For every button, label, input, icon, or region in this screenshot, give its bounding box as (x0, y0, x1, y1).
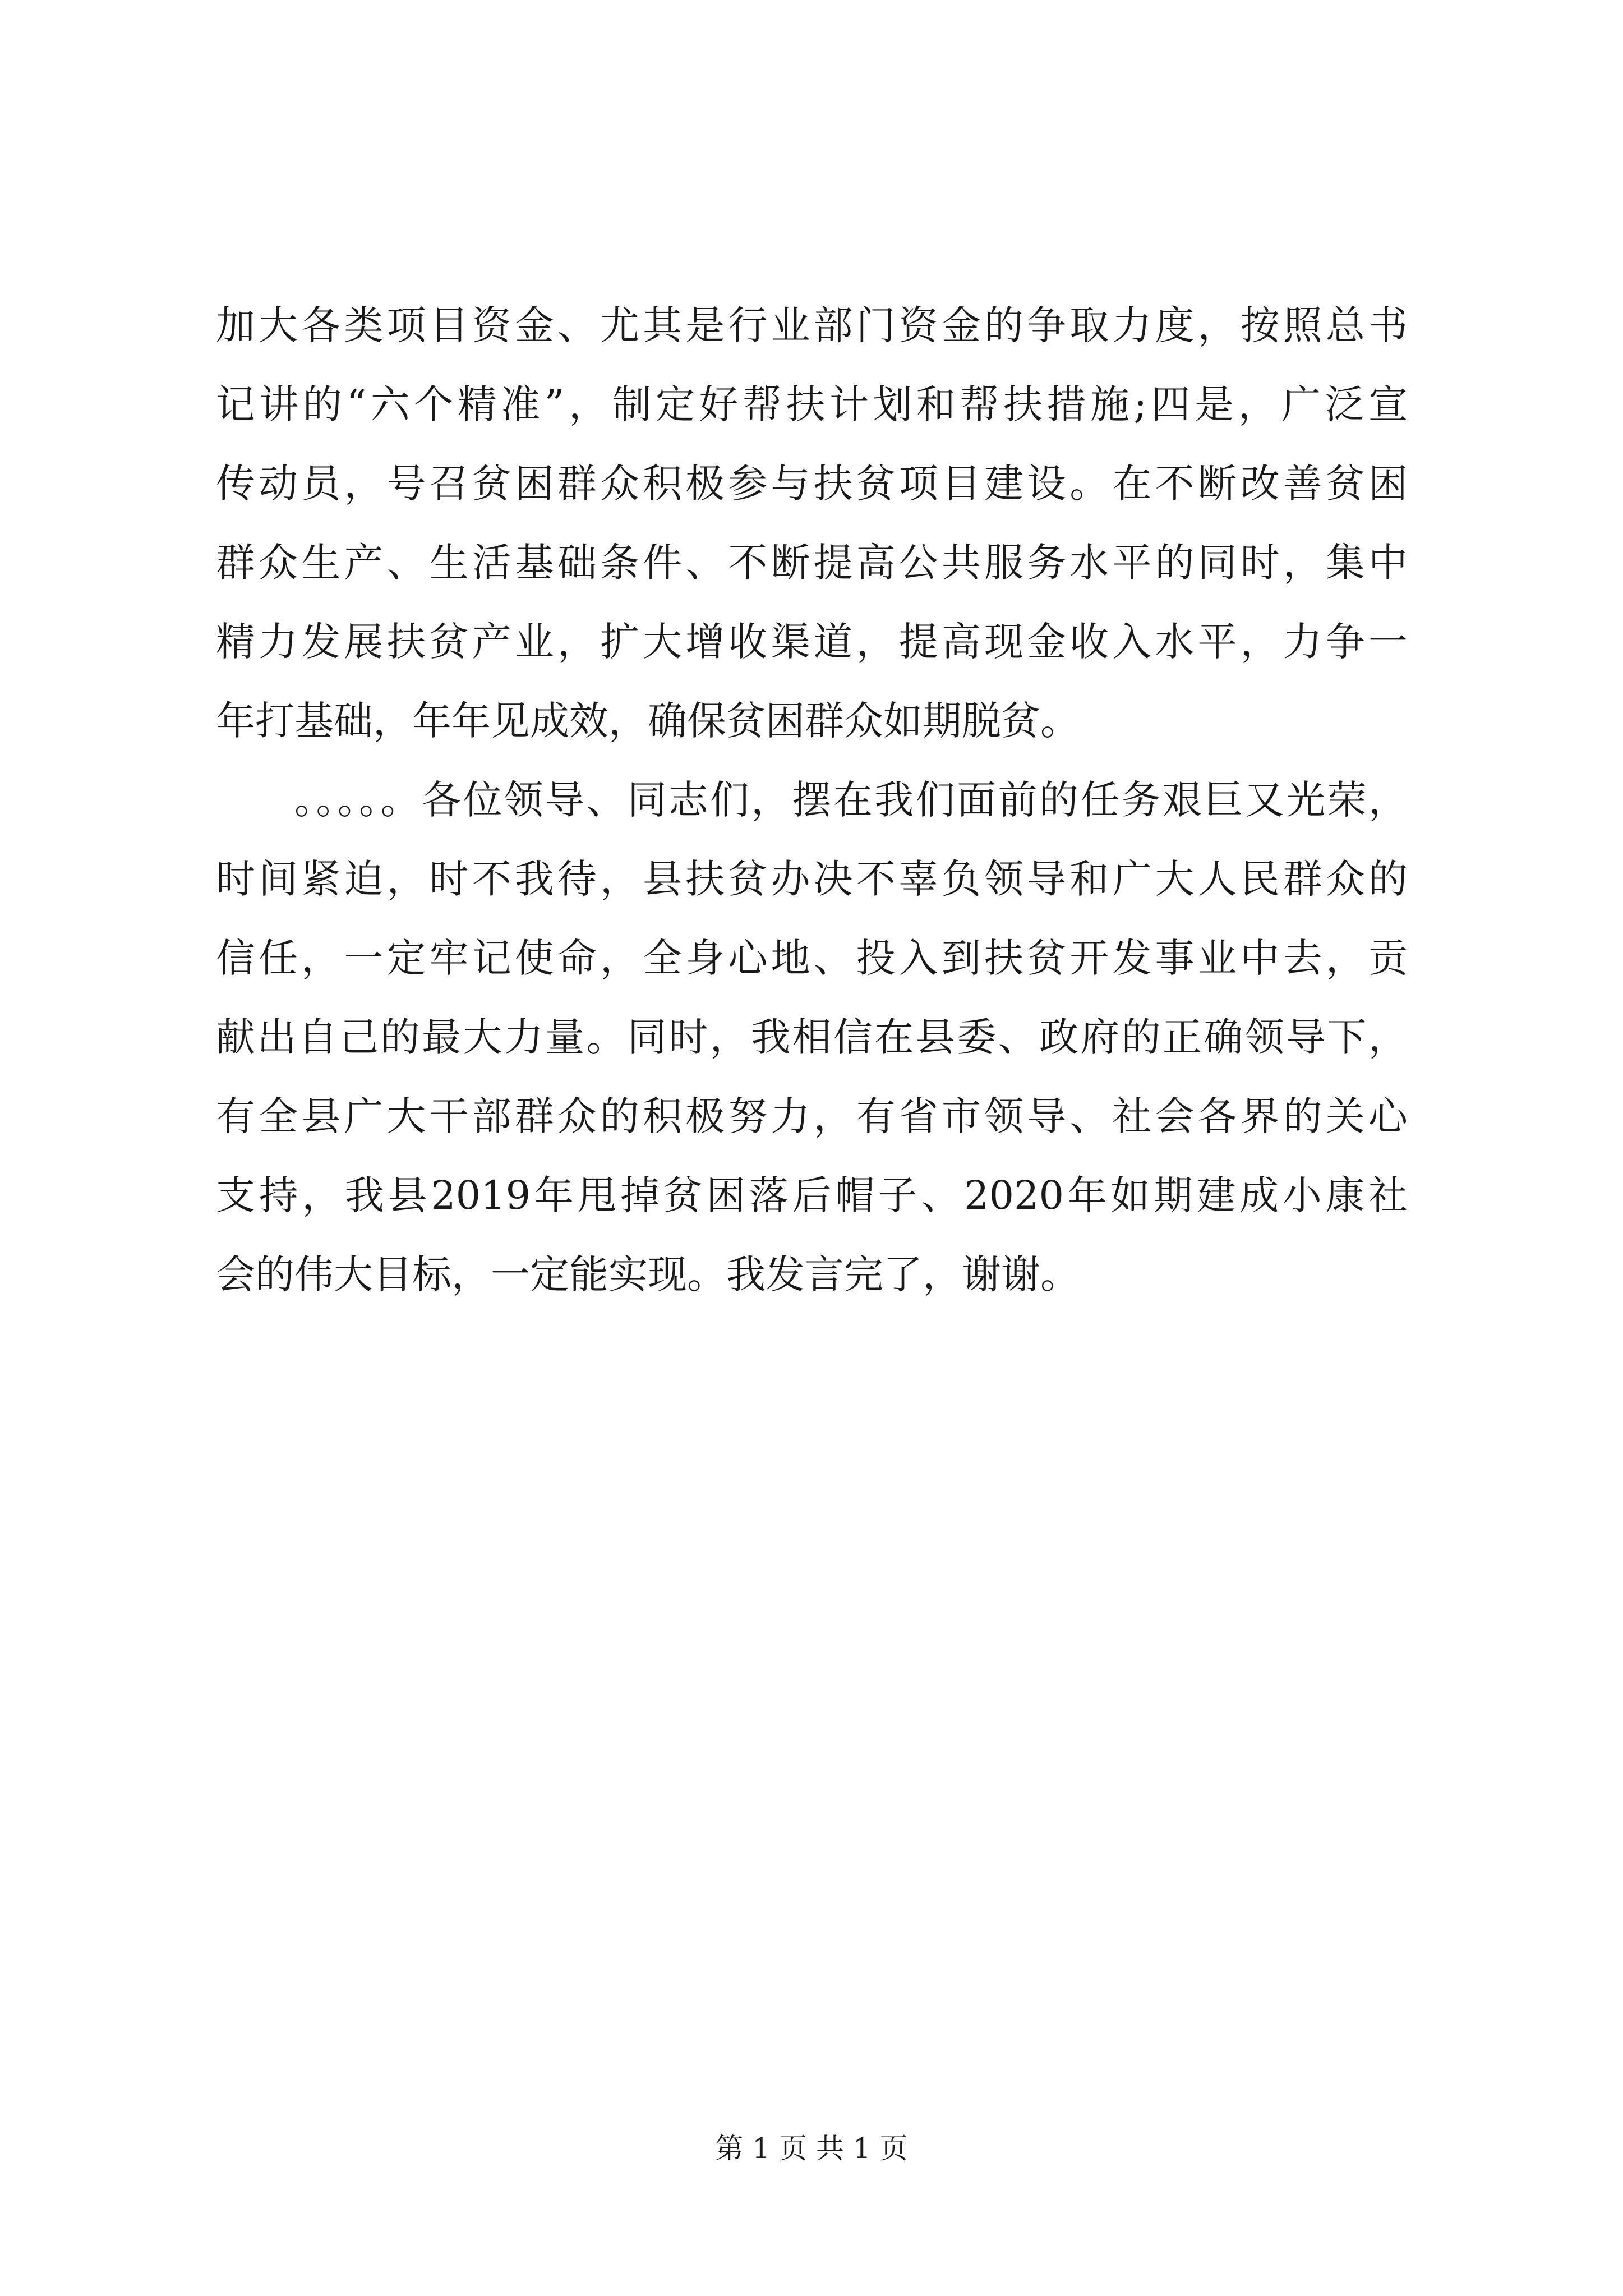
text-line: 支持，我县2019年甩掉贫困落后帽子、2020年如期建成小康社 (216, 1172, 1408, 1218)
page-number-footer: 第 1 页 共 1 页 (715, 2132, 908, 2165)
text-line: 精力发展扶贫产业，扩大增收渠道，提高现金收入水平，力争一 (216, 619, 1408, 665)
text-line: 时间紧迫，时不我待，县扶贫办决不辜负领导和广大人民群众的 (216, 856, 1408, 902)
text-line: 会的伟大目标，一定能实现。我发言完了，谢谢。 (216, 1251, 1080, 1297)
text-line: 记讲的“六个精准”，制定好帮扶计划和帮扶措施;四是，广泛宣 (216, 381, 1408, 427)
text-line: 。。。。。各位领导、同志们，摆在我们面前的任务艰巨又光荣， (294, 777, 1408, 823)
text-line: 有全县广大干部群众的积极努力，有省市领导、社会各界的关心 (216, 1093, 1408, 1139)
body-text (216, 286, 1408, 1314)
text-line: 年打基础，年年见成效，确保贫困群众如期脱贫。 (216, 698, 1080, 744)
text-line: 信任，一定牢记使命，全身心地、投入到扶贫开发事业中去，贡 (216, 935, 1408, 981)
text-line: 献出自己的最大力量。同时，我相信在县委、政府的正确领导下， (216, 1014, 1408, 1060)
text-line: 传动员，号召贫困群众积极参与扶贫项目建设。在不断改善贫困 (216, 461, 1408, 507)
text-line: 群众生产、生活基础条件、不断提高公共服务水平的同时，集中 (216, 540, 1408, 586)
text-line: 加大各类项目资金、尤其是行业部门资金的争取力度，按照总书 (216, 302, 1408, 348)
